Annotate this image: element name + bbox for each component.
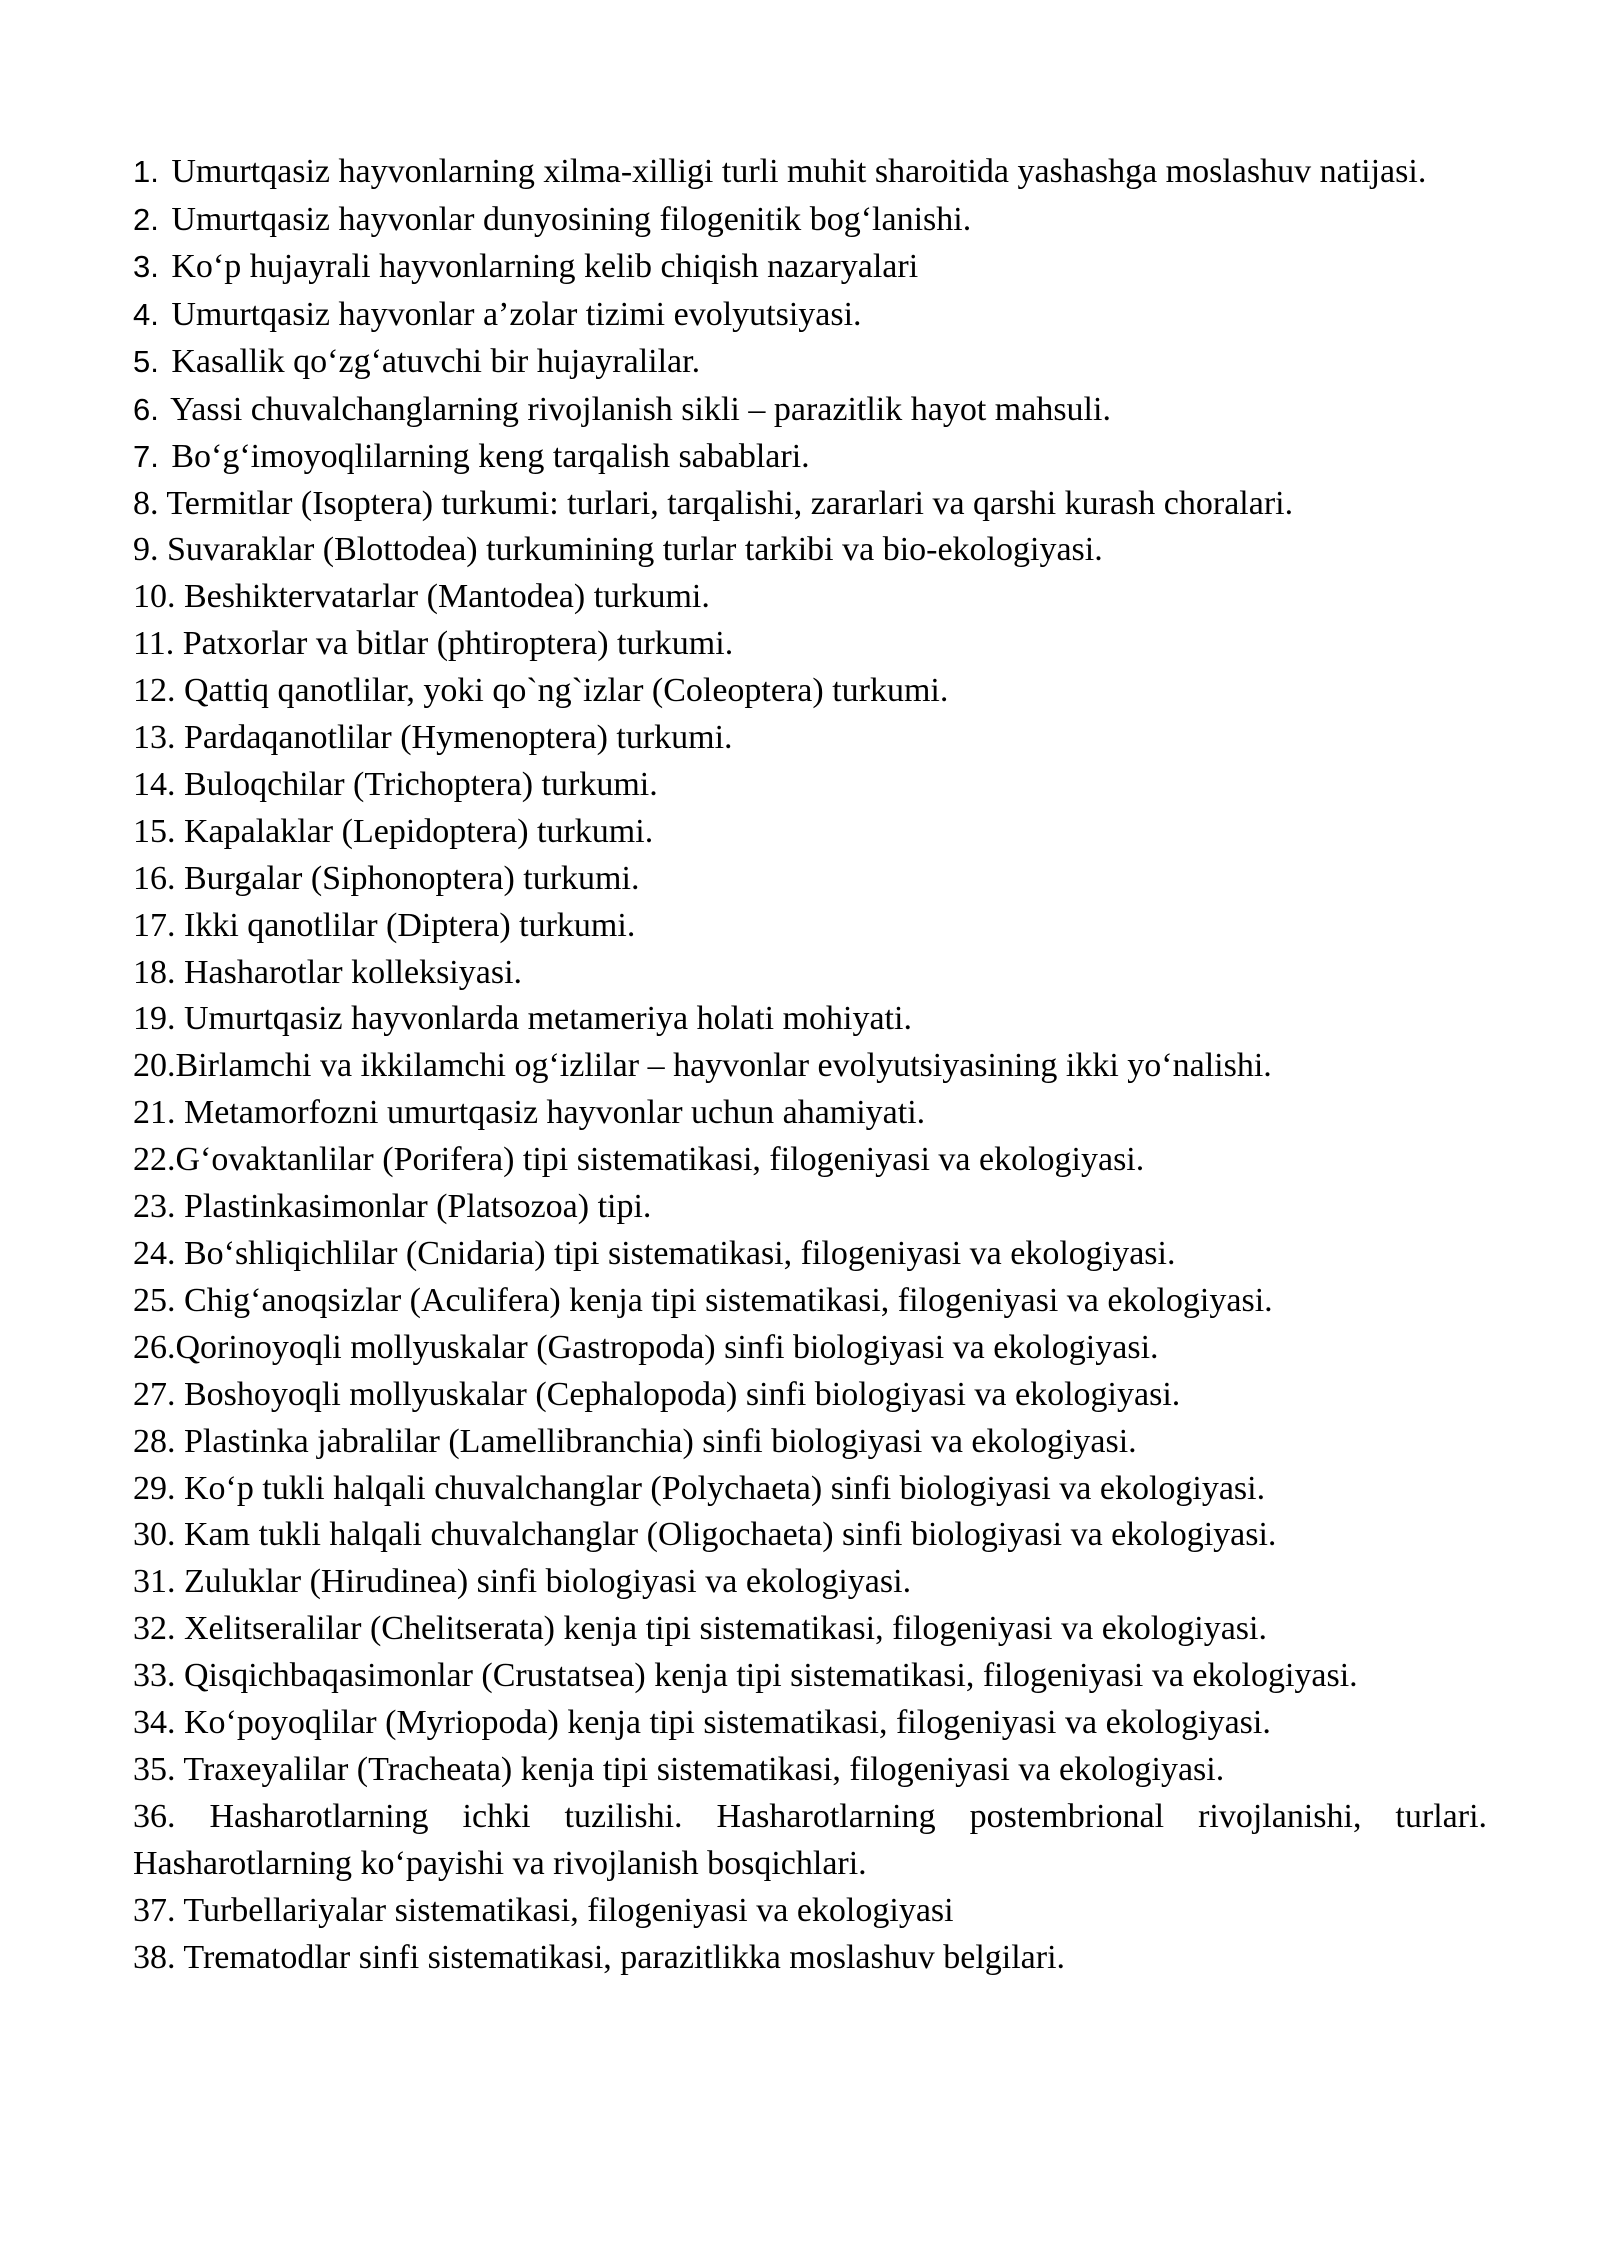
item-number: 37. (133, 1891, 176, 1929)
list-item (133, 1419, 1487, 1466)
item-number: 9. (133, 531, 159, 569)
item-number: 14. (133, 765, 176, 803)
item-text: Hasharotlarning ichki tuzilishi. Hasharotlarning postembrional rivojlanishi, turlari. Hasharotlarning ko‘payishi va rivojlanish bosqichlari. (133, 1797, 1488, 1882)
item-text: Bo‘shliqichlilar (Cnidaria) tipi sistematikasi, filogeniyasi va ekologiyasi. (184, 1235, 1176, 1272)
item-number: 29. (133, 1469, 176, 1507)
list-item (133, 1325, 1487, 1372)
item-number: 13. (133, 719, 176, 757)
item-text: Hasharotlar kolleksiyasi. (184, 953, 523, 991)
item-text: Termitlar (Isoptera) turkumi: turlari, tarqalishi, zararlari va qarshi kurash choralari. (166, 484, 1294, 522)
list-item (133, 1653, 1487, 1700)
list-item (133, 1372, 1487, 1419)
list-item (133, 1137, 1487, 1184)
item-text: Umurtqasiz hayvonlarning xilma-xilligi turli muhit sharoitida yashashga moslashuv natijasi. (171, 153, 1427, 190)
list-item (133, 338, 1487, 386)
list-item (133, 1278, 1487, 1325)
list-item (133, 527, 1487, 574)
item-number: 7. (133, 439, 159, 474)
list-item (133, 621, 1487, 668)
list-item (133, 196, 1487, 244)
list-item (133, 433, 1487, 481)
list-item (133, 856, 1487, 903)
item-text: Boshoyoqli mollyuskalar (Cephalopoda) sinfi biologiyasi va ekologiyasi. (184, 1375, 1181, 1413)
item-number: 16. (133, 859, 176, 897)
item-number: 22. (133, 1141, 176, 1179)
item-number: 24. (133, 1235, 176, 1272)
item-number: 31. (133, 1563, 176, 1601)
item-text: Ko‘p tukli halqali chuvalchanglar (Polychaeta) sinfi biologiyasi va ekologiyasi. (184, 1469, 1266, 1507)
item-text: Kasallik qo‘zg‘atuvchi bir hujayralilar. (171, 343, 701, 380)
item-number: 38. (133, 1938, 176, 1976)
item-number: 34. (133, 1704, 176, 1742)
topic-list (133, 148, 1487, 1982)
item-number: 23. (133, 1188, 176, 1226)
item-number: 21. (133, 1094, 176, 1132)
list-item (133, 1888, 1487, 1935)
list-item (133, 1794, 1487, 1888)
item-text: Umurtqasiz hayvonlar dunyosining filogenitik bog‘lanishi. (171, 200, 972, 238)
item-text: Plastinkasimonlar (Platsozoa) tipi. (184, 1188, 652, 1226)
item-number: 6. (133, 391, 159, 427)
item-text: Ko‘p hujayrali hayvonlarning kelib chiqish nazaryalari (171, 248, 919, 285)
item-number: 36. (133, 1797, 176, 1835)
list-item (133, 1512, 1487, 1559)
item-text: Plastinka jabralilar (Lamellibranchia) sinfi biologiyasi va ekologiyasi. (184, 1422, 1137, 1460)
item-number: 5. (133, 344, 159, 379)
list-item (133, 1184, 1487, 1231)
item-number: 33. (133, 1657, 176, 1695)
item-number: 28. (133, 1422, 176, 1460)
list-item (133, 1606, 1487, 1653)
item-number: 32. (133, 1610, 176, 1648)
item-text: Qattiq qanotlilar, yoki qo`ng`izlar (Coleoptera) turkumi. (184, 672, 949, 710)
item-text: Trematodlar sinfi sistematikasi, parazitlikka moslashuv belgilari. (183, 1938, 1066, 1976)
item-text: Xelitseralilar (Chelitserata) kenja tipi sistematikasi, filogeniyasi va ekologiyasi. (184, 1610, 1267, 1648)
list-item (133, 1935, 1487, 1982)
item-number: 17. (133, 906, 176, 944)
item-text: Ko‘poyoqlilar (Myriopoda) kenja tipi sistematikasi, filogeniyasi va ekologiyasi. (184, 1704, 1271, 1742)
list-item (133, 1747, 1487, 1794)
item-text: Kam tukli halqali chuvalchanglar (Oligochaeta) sinfi biologiyasi va ekologiyasi. (184, 1516, 1277, 1554)
item-number: 27. (133, 1375, 176, 1413)
item-text: Patxorlar va bitlar (phtiroptera) turkumi. (182, 625, 734, 663)
list-item (133, 809, 1487, 856)
list-item (133, 1231, 1487, 1278)
item-number: 8. (133, 484, 159, 522)
item-text: Burgalar (Siphonoptera) turkumi. (184, 859, 640, 897)
item-number: 19. (133, 1000, 176, 1038)
item-text: Qisqichbaqasimonlar (Crustatsea) kenja tipi sistematikasi, filogeniyasi va ekologiyasi. (184, 1657, 1358, 1695)
item-number: 15. (133, 812, 176, 850)
item-number: 11. (133, 625, 175, 663)
item-text: Buloqchilar (Trichoptera) turkumi. (184, 765, 658, 803)
item-number: 30. (133, 1516, 176, 1554)
list-item (133, 243, 1487, 291)
item-number: 18. (133, 953, 176, 991)
list-item (133, 996, 1487, 1043)
item-text: Qorinoyoqli mollyuskalar (Gastropoda) sinfi biologiyasi va ekologiyasi. (175, 1328, 1159, 1366)
item-number: 12. (133, 672, 176, 710)
item-text: Yassi chuvalchanglarning rivojlanish sikli – parazitlik hayot mahsuli. (170, 390, 1111, 428)
item-text: G‘ovaktanlilar (Porifera) tipi sistematikasi, filogeniyasi va ekologiyasi. (175, 1141, 1145, 1179)
list-item (133, 903, 1487, 950)
item-number: 3. (133, 249, 159, 284)
item-text: Metamorfozni umurtqasiz hayvonlar uchun ahamiyati. (184, 1094, 926, 1132)
item-text: Birlamchi va ikkilamchi og‘izlilar – hayvonlar evolyutsiyasining ikki yo‘nalishi. (175, 1047, 1272, 1085)
item-number: 35. (133, 1750, 176, 1788)
item-number: 1. (133, 154, 159, 189)
item-text: Chig‘anoqsizlar (Aculifera) kenja tipi sistematikasi, filogeniyasi va ekologiyasi. (184, 1281, 1273, 1319)
list-item (133, 762, 1487, 809)
list-item (133, 715, 1487, 762)
item-text: Bo‘g‘imoyoqlilarning keng tarqalish sabablari. (171, 438, 810, 475)
list-item (133, 950, 1487, 997)
list-item (133, 1090, 1487, 1137)
list-item (133, 668, 1487, 715)
list-item (133, 291, 1487, 339)
list-item (133, 1043, 1487, 1090)
item-number: 26. (133, 1328, 176, 1366)
list-item (133, 1466, 1487, 1513)
list-item (133, 148, 1487, 196)
item-number: 10. (133, 578, 176, 616)
item-number: 4. (133, 296, 159, 332)
list-item (133, 1559, 1487, 1606)
item-text: Beshiktervatarlar (Mantodea) turkumi. (184, 578, 710, 616)
item-text: Traxeyalilar (Tracheata) kenja tipi sistematikasi, filogeniyasi va ekologiyasi. (183, 1750, 1225, 1788)
list-item (133, 1700, 1487, 1747)
item-number: 2. (133, 201, 159, 237)
item-text: Turbellariyalar sistematikasi, filogeniyasi va ekologiyasi (183, 1891, 954, 1929)
list-item (133, 386, 1487, 434)
item-text: Umurtqasiz hayvonlar a’zolar tizimi evolyutsiyasi. (171, 295, 862, 333)
item-text: Kapalaklar (Lepidoptera) turkumi. (184, 812, 654, 850)
item-text: Pardaqanotlilar (Hymenoptera) turkumi. (184, 719, 733, 757)
list-item (133, 481, 1487, 528)
list-item (133, 574, 1487, 621)
item-text: Zuluklar (Hirudinea) sinfi biologiyasi va ekologiyasi. (184, 1563, 912, 1601)
item-number: 20. (133, 1047, 176, 1085)
item-text: Umurtqasiz hayvonlarda metameriya holati mohiyati. (184, 1000, 912, 1038)
item-number: 25. (133, 1281, 176, 1319)
item-text: Ikki qanotlilar (Diptera) turkumi. (184, 906, 636, 944)
item-text: Suvaraklar (Blottodea) turkumining turlar tarkibi va bio-ekologiyasi. (167, 531, 1103, 569)
